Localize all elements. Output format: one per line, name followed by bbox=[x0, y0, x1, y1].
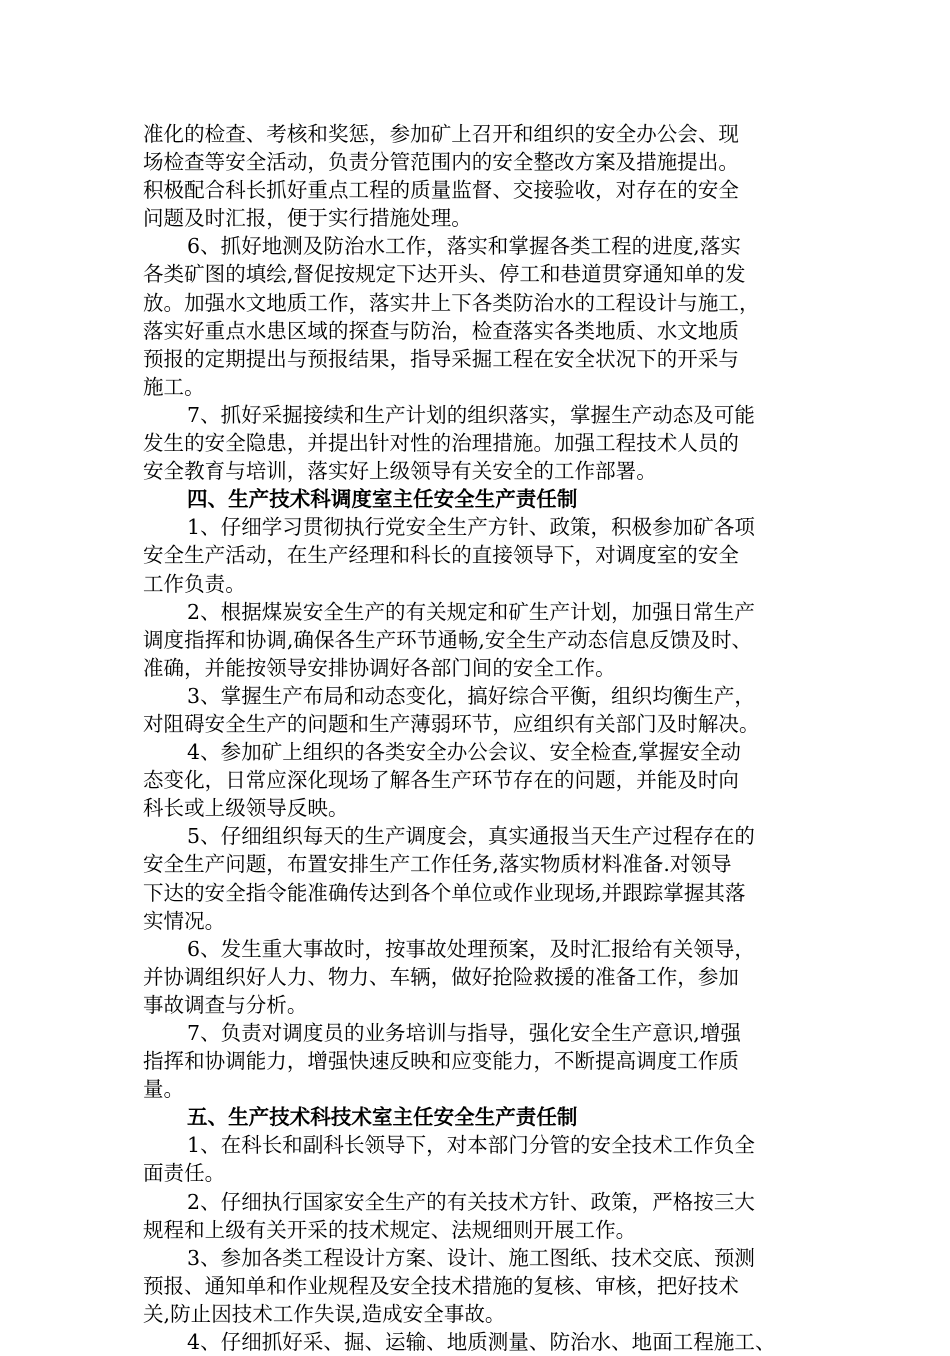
text-line: 各类矿图的填绘,督促按规定下达开头、停工和巷道贯穿通知单的发 bbox=[143, 262, 746, 287]
text-line: 工作负责。 bbox=[143, 571, 246, 596]
text-line: 安全生产问题，布置安排生产工作任务,落实物质材料准备.对领导 bbox=[143, 852, 732, 877]
text-line: 放。加强水文地质工作，落实井上下各类防治水的工程设计与施工， bbox=[143, 290, 760, 315]
text-line: 场检查等安全活动，负责分管范围内的安全整改方案及措施提出。 bbox=[143, 150, 739, 175]
text-line: 准确，并能按领导安排协调好各部门间的安全工作。 bbox=[143, 655, 616, 680]
text-line: 态变化，日常应深化现场了解各生产环节存在的问题，并能及时向 bbox=[143, 768, 739, 793]
text-line: 关,防止因技术工作失误,造成安全事故。 bbox=[143, 1301, 506, 1326]
text-line: 并协调组织好人力、物力、车辆，做好抢险救援的准备工作，参加 bbox=[143, 964, 739, 989]
text-line: 量。 bbox=[143, 1077, 185, 1102]
document-body bbox=[143, 120, 820, 1356]
text-line: 积极配合科长抓好重点工程的质量监督、交接验收，对存在的安全 bbox=[143, 178, 739, 203]
text-line: 发生的安全隐患，并提出针对性的治理措施。加强工程技术人员的 bbox=[143, 431, 739, 456]
text-line: 安全生产活动，在生产经理和科长的直接领导下，对调度室的安全 bbox=[143, 543, 739, 568]
text-line: 下达的安全指令能准确传达到各个单位或作业现场,并跟踪掌握其落 bbox=[143, 880, 746, 905]
text-line: 6、抓好地测及防治水工作，落实和掌握各类工程的进度,落实 bbox=[187, 234, 741, 259]
text-line: 6、发生重大事故时，按事故处理预案，及时汇报给有关领导， bbox=[187, 936, 755, 961]
text-line: 预报的定期提出与预报结果，指导采掘工程在安全状况下的开采与 bbox=[143, 346, 739, 371]
text-line: 规程和上级有关开采的技术规定、法规细则开展工作。 bbox=[143, 1217, 637, 1242]
text-line: 7、抓好采掘接续和生产计划的组织落实，掌握生产动态及可能 bbox=[187, 402, 755, 427]
text-line: 事故调查与分析。 bbox=[143, 992, 308, 1017]
section-heading: 五、生产技术科技术室主任安全生产责任制 bbox=[187, 1105, 578, 1130]
text-line: 2、根据煤炭安全生产的有关规定和矿生产计划，加强日常生产 bbox=[187, 599, 755, 624]
text-line: 1、在科长和副科长领导下，对本部门分管的安全技术工作负全 bbox=[187, 1133, 755, 1158]
text-line: 对阻碍安全生产的问题和生产薄弱环节，应组织有关部门及时解决。 bbox=[143, 711, 760, 736]
text-line: 7、负责对调度员的业务培训与指导，强化安全生产意识,增强 bbox=[187, 1021, 741, 1045]
text-line: 面责任。 bbox=[143, 1161, 226, 1186]
text-line: 问题及时汇报，便于实行措施处理。 bbox=[143, 206, 472, 231]
text-line: 预报、通知单和作业规程及安全技术措施的复核、审核，把好技术 bbox=[143, 1273, 739, 1298]
text-line: 4、仔细抓好采、掘、运输、地质测量、防治水、地面工程施工、 bbox=[187, 1330, 776, 1355]
text-line: 1、仔细学习贯彻执行党安全生产方针、政策，积极参加矿各项 bbox=[187, 515, 755, 540]
text-line: 施工。 bbox=[143, 374, 205, 399]
text-line: 4、参加矿上组织的各类安全办公会议、安全检查,掌握安全动 bbox=[187, 740, 741, 765]
text-line: 调度指挥和协调,确保各生产环节通畅,安全生产动态信息反馈及时、 bbox=[143, 627, 753, 652]
text-line: 3、掌握生产布局和动态变化，搞好综合平衡，组织均衡生产， bbox=[187, 683, 755, 708]
section-heading: 四、生产技术科调度室主任安全生产责任制 bbox=[187, 487, 578, 512]
text-line: 指挥和协调能力，增强快速反映和应变能力，不断提高调度工作质 bbox=[143, 1049, 739, 1074]
text-line: 准化的检查、考核和奖惩，参加矿上召开和组织的安全办公会、现 bbox=[143, 122, 739, 146]
text-line: 2、仔细执行国家安全生产的有关技术方针、政策，严格按三大 bbox=[187, 1189, 755, 1214]
text-line: 落实好重点水患区域的探查与防治，检查落实各类地质、水文地质 bbox=[143, 318, 739, 343]
text-line: 3、参加各类工程设计方案、设计、施工图纸、技术交底、预测 bbox=[187, 1245, 755, 1270]
text-line: 安全教育与培训，落实好上级领导有关安全的工作部署。 bbox=[143, 459, 657, 484]
text-line: 5、仔细组织每天的生产调度会，真实通报当天生产过程存在的 bbox=[187, 824, 755, 849]
text-line: 实情况。 bbox=[143, 908, 226, 933]
text-line: 科长或上级领导反映。 bbox=[143, 796, 349, 821]
